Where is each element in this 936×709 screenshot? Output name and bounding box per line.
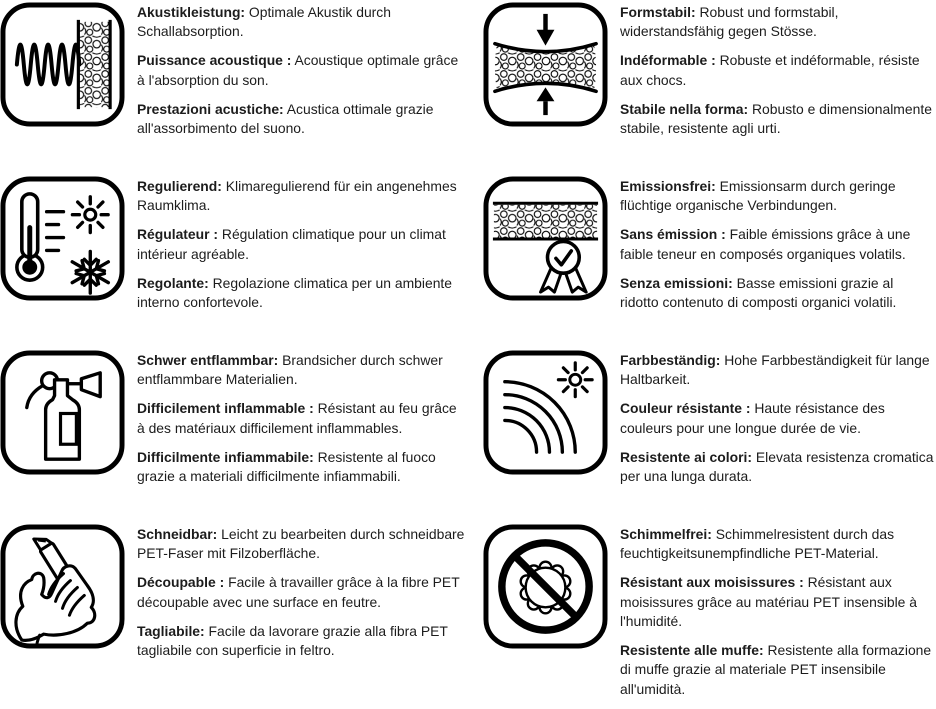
feature-text: [620, 2, 934, 148]
feature-desc-fr: Couleur résistante : Haute résistance des couleurs pour une longue durée de vie.: [620, 400, 885, 436]
feature-desc-it: Tagliabile: Facile da lavorare grazie alla fibra PET tagliabile con superficie in feltro.: [137, 622, 448, 659]
feature-desc-it: Senza emissioni: Basse emissioni grazie al ridotto contenuto di composti organici volatili.: [620, 274, 897, 311]
feature-card-climate: [0, 176, 468, 350]
feature-desc-it: Difficilmente infiammabile: Resistente al fuoco grazie a materiali difficilmente infiammabili.: [137, 448, 436, 485]
feature-text: [137, 350, 467, 496]
feature-card-mold-free: [468, 524, 936, 698]
feature-card-shape-stability: [468, 2, 936, 176]
feature-desc-fr: Découpable : Facile à travailler grâce à la fibre PET découpable avec une surface en feutre.: [137, 574, 460, 610]
feature-desc-it: Regolante: Regolazione climatica per un ambiente interno confortevole.: [137, 274, 453, 311]
climate-regulation-icon: [0, 176, 125, 301]
feature-text: [620, 176, 934, 322]
sound-absorption-icon: [0, 2, 125, 127]
feature-desc-it: Resistente alle muffe: Resistente alla formazione di muffe grazie al materiale PET insensibile all'umidità.: [620, 642, 932, 697]
no-mold-icon: [483, 524, 608, 649]
fire-extinguisher-icon: [0, 350, 125, 475]
feature-desc-de: Schneidbar: Leicht zu bearbeiten durch schneidbare PET-Faser mit Filzoberfläche.: [137, 526, 465, 562]
feature-text: [620, 524, 934, 709]
feature-text: [137, 524, 467, 670]
feature-desc-de: Emissionsfrei: Emissionsarm durch geringe flüchtige organische Verbindungen.: [620, 178, 896, 214]
feature-desc-de: Farbbeständig: Hohe Farbbeständigkeit für lange Haltbarkeit.: [620, 352, 930, 388]
feature-desc-it: Resistente ai colori: Elevata resistenza cromatica per una lunga durata.: [620, 448, 934, 485]
feature-card-colorfast: [468, 350, 936, 524]
feature-text: [620, 350, 934, 496]
feature-text: [137, 176, 467, 322]
color-fastness-icon: [483, 350, 608, 475]
cutting-hand-icon: [0, 524, 125, 649]
feature-card-acoustic: [0, 2, 468, 176]
feature-desc-de: Schimmelfrei: Schimmelresistent durch das feuchtigkeitsunempfindliche PET-Material.: [620, 526, 895, 562]
feature-card-emission: [468, 176, 936, 350]
feature-desc-de: Formstabil: Robust und formstabil, widerstandsfähig gegen Stösse.: [620, 4, 839, 40]
feature-desc-fr: Régulateur : Régulation climatique pour un climat intérieur agréable.: [137, 226, 446, 262]
feature-desc-fr: Sans émission : Faible émissions grâce à une faible teneur en composés organiques volatils.: [620, 226, 911, 262]
feature-desc-de: Akustikleistung: Optimale Akustik durch Schallabsorption.: [137, 4, 391, 40]
shape-stability-icon: [483, 2, 608, 127]
feature-desc-fr: Indéformable : Robuste et indéformable, résiste aux chocs.: [620, 52, 920, 88]
feature-desc-it: Stabile nella forma: Robusto e dimensionalmente stabile, resistente agli urti.: [620, 100, 932, 137]
feature-desc-fr: Puissance acoustique : Acoustique optimale grâce à l'absorption du son.: [137, 52, 459, 88]
feature-desc-de: Regulierend: Klimaregulierend für ein angenehmes Raumklima.: [137, 178, 457, 214]
feature-card-flame-retardant: [0, 350, 468, 524]
feature-desc-fr: Résistant aux moisissures : Résistant aux moisissures grâce au matériau PET insensible à l'humidité.: [620, 574, 917, 630]
feature-text: [137, 2, 467, 148]
feature-desc-fr: Difficilement inflammable : Résistant au feu grâce à des matériaux difficilement inflammables.: [137, 400, 457, 436]
feature-desc-it: Prestazioni acustiche: Acustica ottimale grazie all'assorbimento del suono.: [137, 100, 434, 137]
low-emission-icon: [483, 176, 608, 301]
feature-desc-de: Schwer entflammbar: Brandsicher durch schwer entflammbare Materialien.: [137, 352, 443, 388]
feature-card-cuttable: [0, 524, 468, 698]
